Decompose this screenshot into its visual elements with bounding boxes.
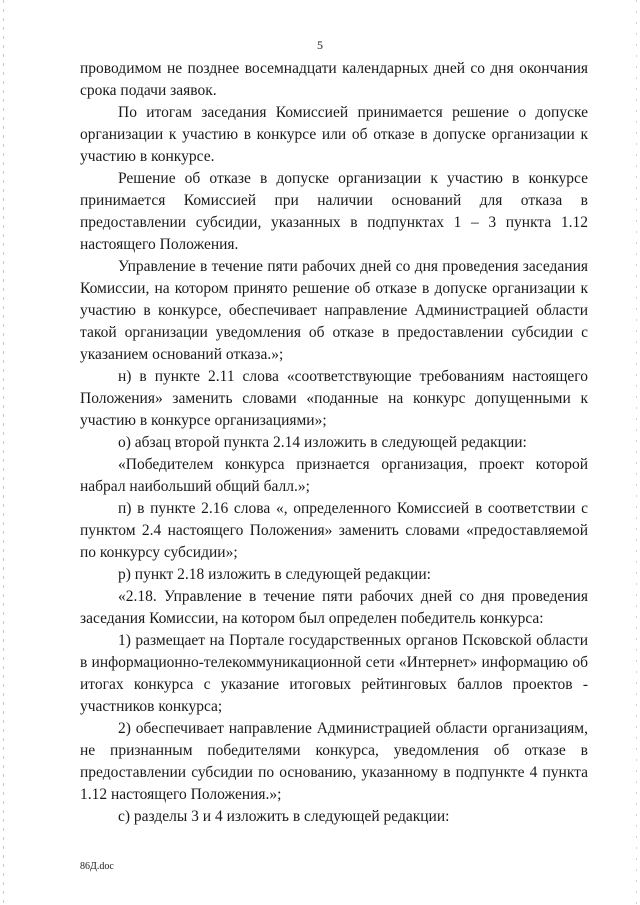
file-name-footer: 86Д.doc bbox=[80, 861, 114, 872]
paragraph: о) абзац второй пункта 2.14 изложить в следующей редакции: bbox=[118, 434, 527, 451]
paragraph: р) пункт 2.18 изложить в следующей редакции: bbox=[118, 566, 431, 583]
paragraph: 2) обеспечивает направление Администрацией области организациям, не признанным победителями конкурса, уведомления об отказе в предоставлении субсидии по основанию, указанному в подпункте 4 пункта 1.12 настоящего Положения.»; bbox=[80, 720, 588, 803]
scan-edge-right bbox=[636, 0, 637, 905]
page-number: 5 bbox=[317, 38, 323, 52]
paragraph: «2.18. Управление в течение пяти рабочих дней со дня проведения заседания Комиссии, на котором был определен победитель конкурса: bbox=[80, 588, 588, 627]
paragraph: 1) размещает на Портале государственных органов Псковской области в информационно-телекоммуникационной сети «Интернет» информацию об итогах конкурса с указание итоговых рейтинговых баллов проектов - участников конкурса; bbox=[80, 632, 588, 715]
paragraph: с) разделы 3 и 4 изложить в следующей редакции: bbox=[118, 808, 450, 825]
document-body bbox=[80, 58, 588, 828]
paragraph: Управление в течение пяти рабочих дней со дня проведения заседания Комиссии, на котором принято решение об отказе в допуске организации к участию в конкурсе, обеспечивает направление Администрацией области такой организации уведомления об отказе в предоставлении субсидии с указанием оснований отказа.»; bbox=[80, 258, 588, 363]
paragraph: п) в пункте 2.16 слова «, определенного Комиссией в соответствии с пунктом 2.4 настоящего Положения» заменить словами «предоставляемой по конкурсу субсидии»; bbox=[80, 500, 588, 561]
paragraph: По итогам заседания Комиссией принимается решение о допуске организации к участию в конкурсе или об отказе в допуске организации к участию в конкурсе. bbox=[80, 104, 588, 165]
paragraph: н) в пункте 2.11 слова «соответствующие требованиям настоящего Положения» заменить словами «поданные на конкурс допущенными к участию в конкурсе организациями»; bbox=[80, 368, 588, 429]
scan-edge-left bbox=[3, 0, 4, 905]
paragraph: проводимом не позднее восемнадцати календарных дней со дня окончания срока подачи заявок. bbox=[80, 60, 588, 99]
paragraph: «Победителем конкурса признается организация, проект которой набрал наибольший общий балл.»; bbox=[80, 456, 588, 495]
paragraph: Решение об отказе в допуске организации к участию в конкурсе принимается Комиссией при наличии оснований для отказа в предоставлении субсидии, указанных в подпунктах 1 – 3 пункта 1.12 настоящего Положения. bbox=[80, 170, 588, 253]
